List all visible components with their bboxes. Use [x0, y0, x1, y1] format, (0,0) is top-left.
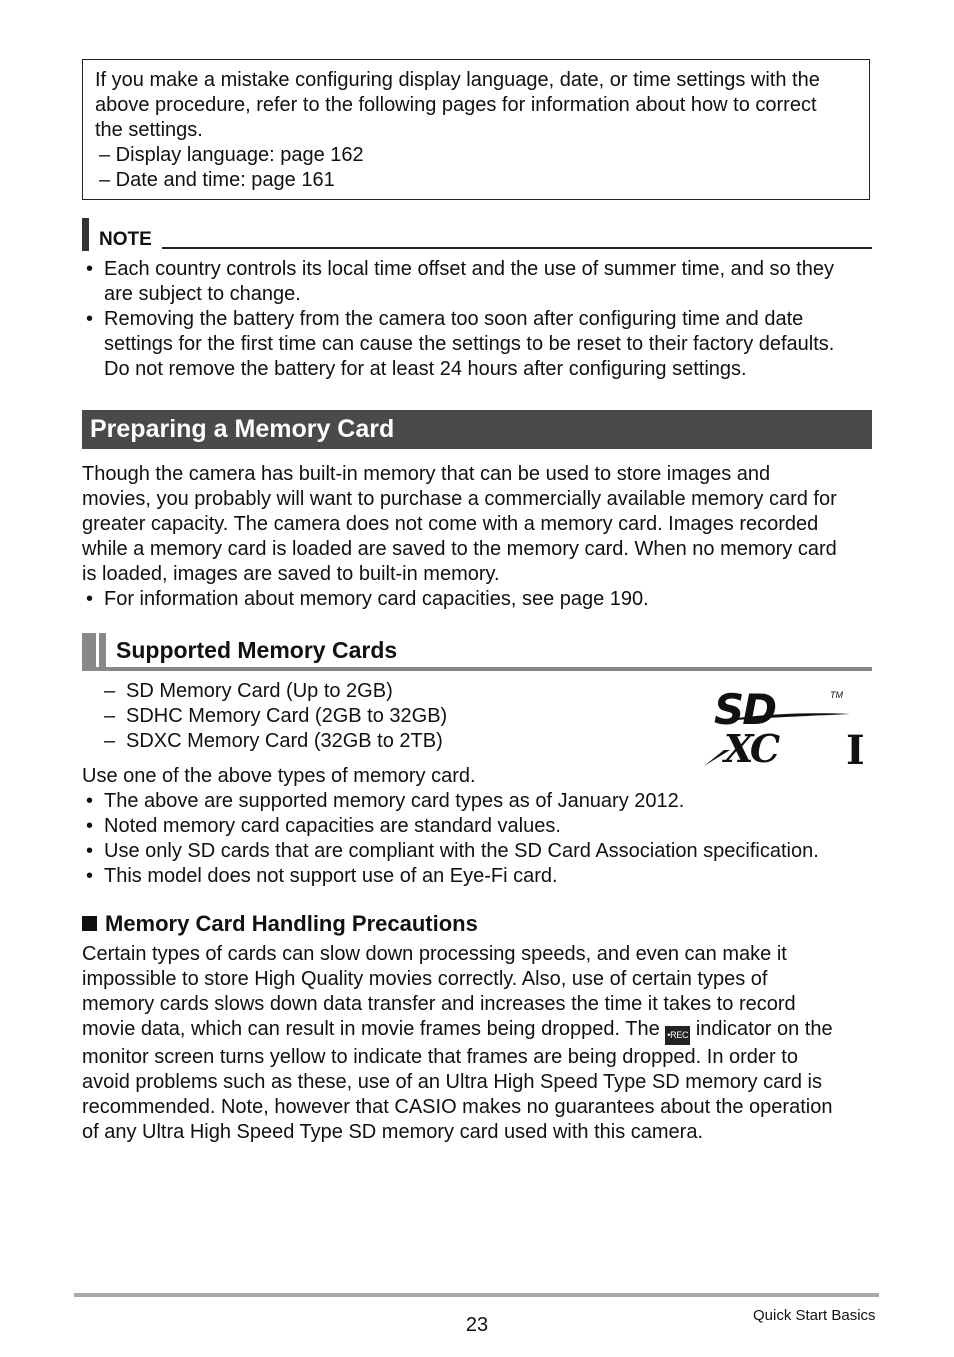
bullet-icon: •: [86, 865, 94, 887]
square-bullet-icon: [82, 916, 97, 931]
list-item: [82, 814, 872, 839]
body-line: impossible to store High Quality movies correctly. Also, use of certain types of: [82, 968, 768, 990]
list-item-line: Removing the battery from the camera too soon after configuring time and date: [104, 308, 804, 330]
bullet-icon: •: [86, 308, 94, 330]
list-item-text: The above are supported memory card types as of January 2012.: [104, 790, 685, 812]
bullet-icon: •: [86, 258, 94, 280]
note-label: NOTE: [99, 229, 152, 250]
dash-glyph: –: [104, 730, 116, 752]
subsection-rule: [82, 667, 872, 671]
dash-glyph: –: [104, 705, 116, 727]
list-item: [82, 789, 872, 814]
logo-roman-text: I: [846, 727, 865, 770]
section-intro: [82, 462, 872, 587]
bullet-icon: •: [86, 815, 94, 837]
note-list: [82, 257, 872, 382]
list-item-line: Each country controls its local time offset and the use of summer time, and so they: [104, 258, 834, 280]
notice-box: [82, 59, 870, 200]
body-line: [82, 1017, 872, 1045]
body-line: memory cards slows down data transfer and increases the time it takes to record: [82, 993, 796, 1015]
body-line: monitor screen turns yellow to indicate that frames are being dropped. In order to: [82, 1046, 798, 1068]
footer-section-name: Quick Start Basics: [753, 1307, 876, 1324]
list-item: [104, 679, 447, 704]
logo-sd-text: SD: [714, 686, 776, 734]
list-item: [104, 704, 447, 729]
note-bar-icon: [82, 218, 89, 251]
notice-line: above procedure, refer to the following pages for information about how to correct: [95, 94, 817, 116]
bullet-icon: •: [86, 840, 94, 862]
notice-ref-language: – Display language: page 162: [99, 144, 364, 166]
supported-bullet-list: [82, 789, 872, 889]
intro-bullet-list: [82, 587, 872, 612]
body-text: movie data, which can result in movie frames being dropped. The: [82, 1018, 666, 1040]
card-list: [104, 679, 447, 754]
intro-line: Though the camera has built-in memory that can be used to store images and: [82, 463, 771, 485]
list-item-line: settings for the first time can cause the settings to be reset to their factory defaults.: [104, 333, 835, 355]
notice-line: the settings.: [95, 119, 203, 141]
list-item: [104, 729, 447, 754]
dash-glyph: –: [104, 680, 116, 702]
body-text: indicator on the: [690, 1018, 833, 1040]
precautions-heading: [82, 911, 478, 937]
list-item-text: Use only SD cards that are compliant with the SD Card Association specification.: [104, 840, 819, 862]
intro-line: while a memory card is loaded are saved to the memory card. When no memory card: [82, 538, 837, 560]
subsection-title: Supported Memory Cards: [116, 637, 398, 663]
logo-xc-text: XC: [724, 726, 778, 770]
body-line: recommended. Note, however that CASIO makes no guarantees about the operation: [82, 1096, 833, 1118]
intro-line: movies, you probably will want to purchase a commercially available memory card for: [82, 488, 837, 510]
list-item-line: are subject to change.: [104, 283, 301, 305]
list-item: [82, 257, 872, 307]
bullet-icon: •: [86, 588, 94, 610]
list-item-text: This model does not support use of an Eye-Fi card.: [104, 865, 558, 887]
list-item: [82, 307, 872, 382]
card-type: SDXC Memory Card (32GB to 2TB): [126, 730, 443, 752]
precautions-title: Memory Card Handling Precautions: [105, 911, 478, 936]
bullet-icon: •: [86, 790, 94, 812]
list-item-text: Noted memory card capacities are standard values.: [104, 815, 561, 837]
body-line: avoid problems such as these, use of an Ultra High Speed Type SD memory card is: [82, 1071, 822, 1093]
intro-line: greater capacity. The camera does not come with a memory card. Images recorded: [82, 513, 819, 535]
sdxc-logo-icon: [700, 686, 872, 770]
list-item-text: For information about memory card capacities, see page 190.: [104, 588, 649, 610]
body-line: Certain types of cards can slow down processing speeds, and even can make it: [82, 943, 787, 965]
intro-line: is loaded, images are saved to built-in memory.: [82, 563, 500, 585]
rec-indicator-icon: •REC: [665, 1026, 690, 1045]
note-heading: [82, 218, 872, 250]
usage-text: Use one of the above types of memory card.: [82, 765, 476, 787]
card-type: SDHC Memory Card (2GB to 32GB): [126, 705, 448, 727]
body-line: of any Ultra High Speed Type SD memory card used with this camera.: [82, 1121, 704, 1143]
card-type: SD Memory Card (Up to 2GB): [126, 680, 393, 702]
list-item: [82, 587, 872, 612]
heading-bar-icon: [99, 633, 106, 668]
section-title-banner: Preparing a Memory Card: [82, 410, 872, 449]
logo-tm-text: TM: [830, 690, 843, 700]
notice-ref-datetime: – Date and time: page 161: [99, 169, 335, 191]
notice-line: If you make a mistake configuring display language, date, or time settings with the: [95, 69, 820, 91]
list-item: [82, 864, 872, 889]
precautions-body: [82, 942, 872, 1145]
list-item: [82, 839, 872, 864]
list-item-line: Do not remove the battery for at least 24 hours after configuring settings.: [104, 358, 747, 380]
heading-bar-icon: [82, 633, 96, 668]
note-rule: [162, 247, 872, 249]
footer-rule: [74, 1293, 879, 1297]
page-number: 23: [465, 1314, 489, 1336]
subsection-heading: [82, 633, 872, 671]
